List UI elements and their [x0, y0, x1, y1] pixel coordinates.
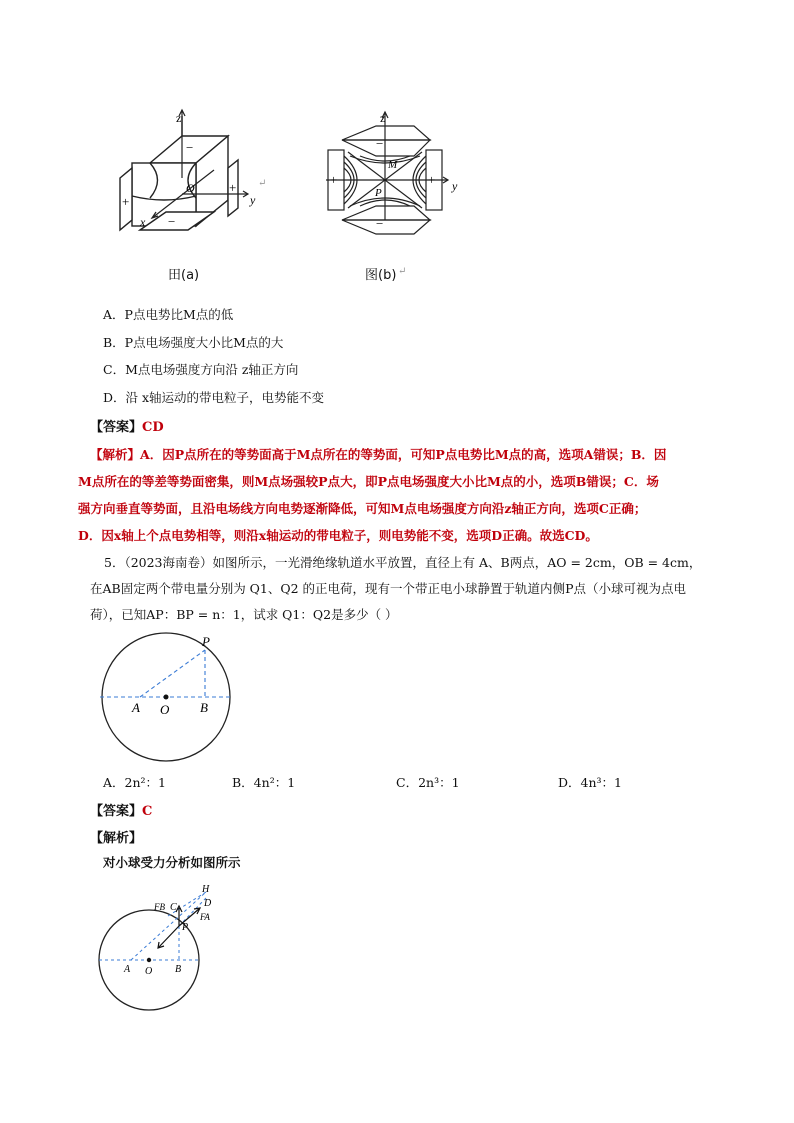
q4-option-b: B．P点电场强度大小比M点的大 — [103, 335, 284, 350]
q5-analysis-label: 【解析】 — [90, 831, 143, 846]
force-label-p: P — [182, 922, 189, 933]
return-mark-a: ↵ — [258, 178, 267, 189]
force-label-fa: FA — [200, 912, 210, 922]
q4-analysis — [78, 441, 667, 549]
fig-b-point-p: P — [375, 187, 382, 199]
fig-b-minus-bottom: − — [376, 216, 384, 231]
q5-answer-value: C — [142, 804, 153, 819]
q5-analysis-text: 对小球受力分析如图所示 — [103, 855, 241, 870]
q5-answer-label: 【答案】 — [90, 804, 143, 819]
force-label-b: B — [175, 964, 182, 975]
q4-option-d: D．沿 x轴运动的带电粒子，电势能不变 — [103, 390, 325, 405]
fig-a-plus-left: + — [122, 194, 130, 209]
q5-force-diagram — [96, 880, 226, 1012]
q5-label-p: P — [202, 634, 210, 649]
fig-b-axis-y: y — [452, 179, 458, 193]
fig-b-point-m: M — [388, 159, 398, 171]
figure-b-diagram — [320, 110, 460, 240]
fig-a-axis-x: x — [140, 215, 146, 229]
q4-option-c: C．M点电场强度方向沿 z轴正方向 — [103, 362, 299, 377]
q5-option-b: B．4n²：1 — [232, 775, 296, 790]
figure-a-diagram — [110, 108, 270, 238]
q5-stem-line-2: 在AB固定两个带电量分别为 Q1、Q2 的正电荷，现有一个带正电小球静置于轨道内侧P点（小球可视为点电 — [90, 581, 686, 596]
q5-option-d: D．4n³：1 — [558, 775, 622, 790]
fig-b-minus-top: − — [376, 136, 384, 151]
fig-a-plus-right: + — [229, 180, 237, 195]
fig-b-axis-z: z — [380, 111, 386, 125]
fig-a-axis-z: z — [176, 111, 182, 125]
q4-answer-label: 【答案】 — [90, 420, 143, 435]
force-label-a: A — [124, 964, 131, 975]
fig-a-minus-bottom: − — [168, 214, 176, 229]
q5-label-b: B — [200, 700, 208, 715]
fig-a-axis-y: y — [250, 193, 256, 207]
q5-option-c: C．2n³：1 — [396, 775, 460, 790]
fig-b-plus-right: + — [428, 172, 436, 187]
force-label-o: O — [145, 966, 153, 977]
force-label-h: H — [202, 884, 210, 895]
q4-analysis-line-4: D．因x轴上个点电势相等，则沿x轴运动的带电粒子，则电势能不变，选项D正确。故选CD。 — [78, 528, 598, 543]
q5-label-o: O — [160, 702, 170, 717]
q5-option-a: A．2n²：1 — [103, 775, 166, 790]
return-mark-b: ↵ — [398, 266, 407, 277]
figure-a-caption: 田(a) — [168, 268, 200, 283]
q5-stem-line-1: 5．（2023海南卷）如图所示，一光滑绝缘轨道水平放置，直径上有 A、B两点，AO = 2cm，OB = 4cm， — [104, 555, 702, 570]
force-label-fb: FB — [154, 902, 165, 912]
q4-analysis-line-1: 【解析】A．因P点所在的等势面高于M点所在的等势面，可知P点电势比M点的高，选项A错误；B．因 — [90, 447, 667, 462]
q5-stem-line-3: 荷），已知AP：BP = n：1，试求 Q1：Q2是多少（ ） — [90, 607, 398, 622]
fig-a-origin: O — [186, 181, 195, 195]
figure-b-caption: 图(b) — [365, 268, 397, 283]
q4-answer-value: CD — [142, 420, 164, 435]
q4-analysis-line-3: 强方向垂直等势面，且沿电场线方向电势逐渐降低，可知M点电场强度方向沿z轴正方向，选项C正确； — [78, 501, 647, 516]
q5-label-a: A — [132, 700, 140, 715]
fig-b-plus-left: + — [330, 172, 338, 187]
q5-circle-diagram — [96, 630, 236, 764]
q4-analysis-line-2: M点所在的等差等势面密集，则M点场强较P点大，即P点电场强度大小比M点的小，选项B错误；C．场 — [78, 474, 659, 489]
force-label-d: D — [204, 898, 212, 909]
q4-option-a: A．P点电势比M点的低 — [103, 307, 234, 322]
fig-a-minus-top: − — [186, 140, 194, 155]
q4-answer — [90, 416, 164, 435]
q5-stem — [90, 550, 701, 628]
q5-answer — [90, 800, 152, 819]
force-label-c: C — [170, 902, 177, 913]
